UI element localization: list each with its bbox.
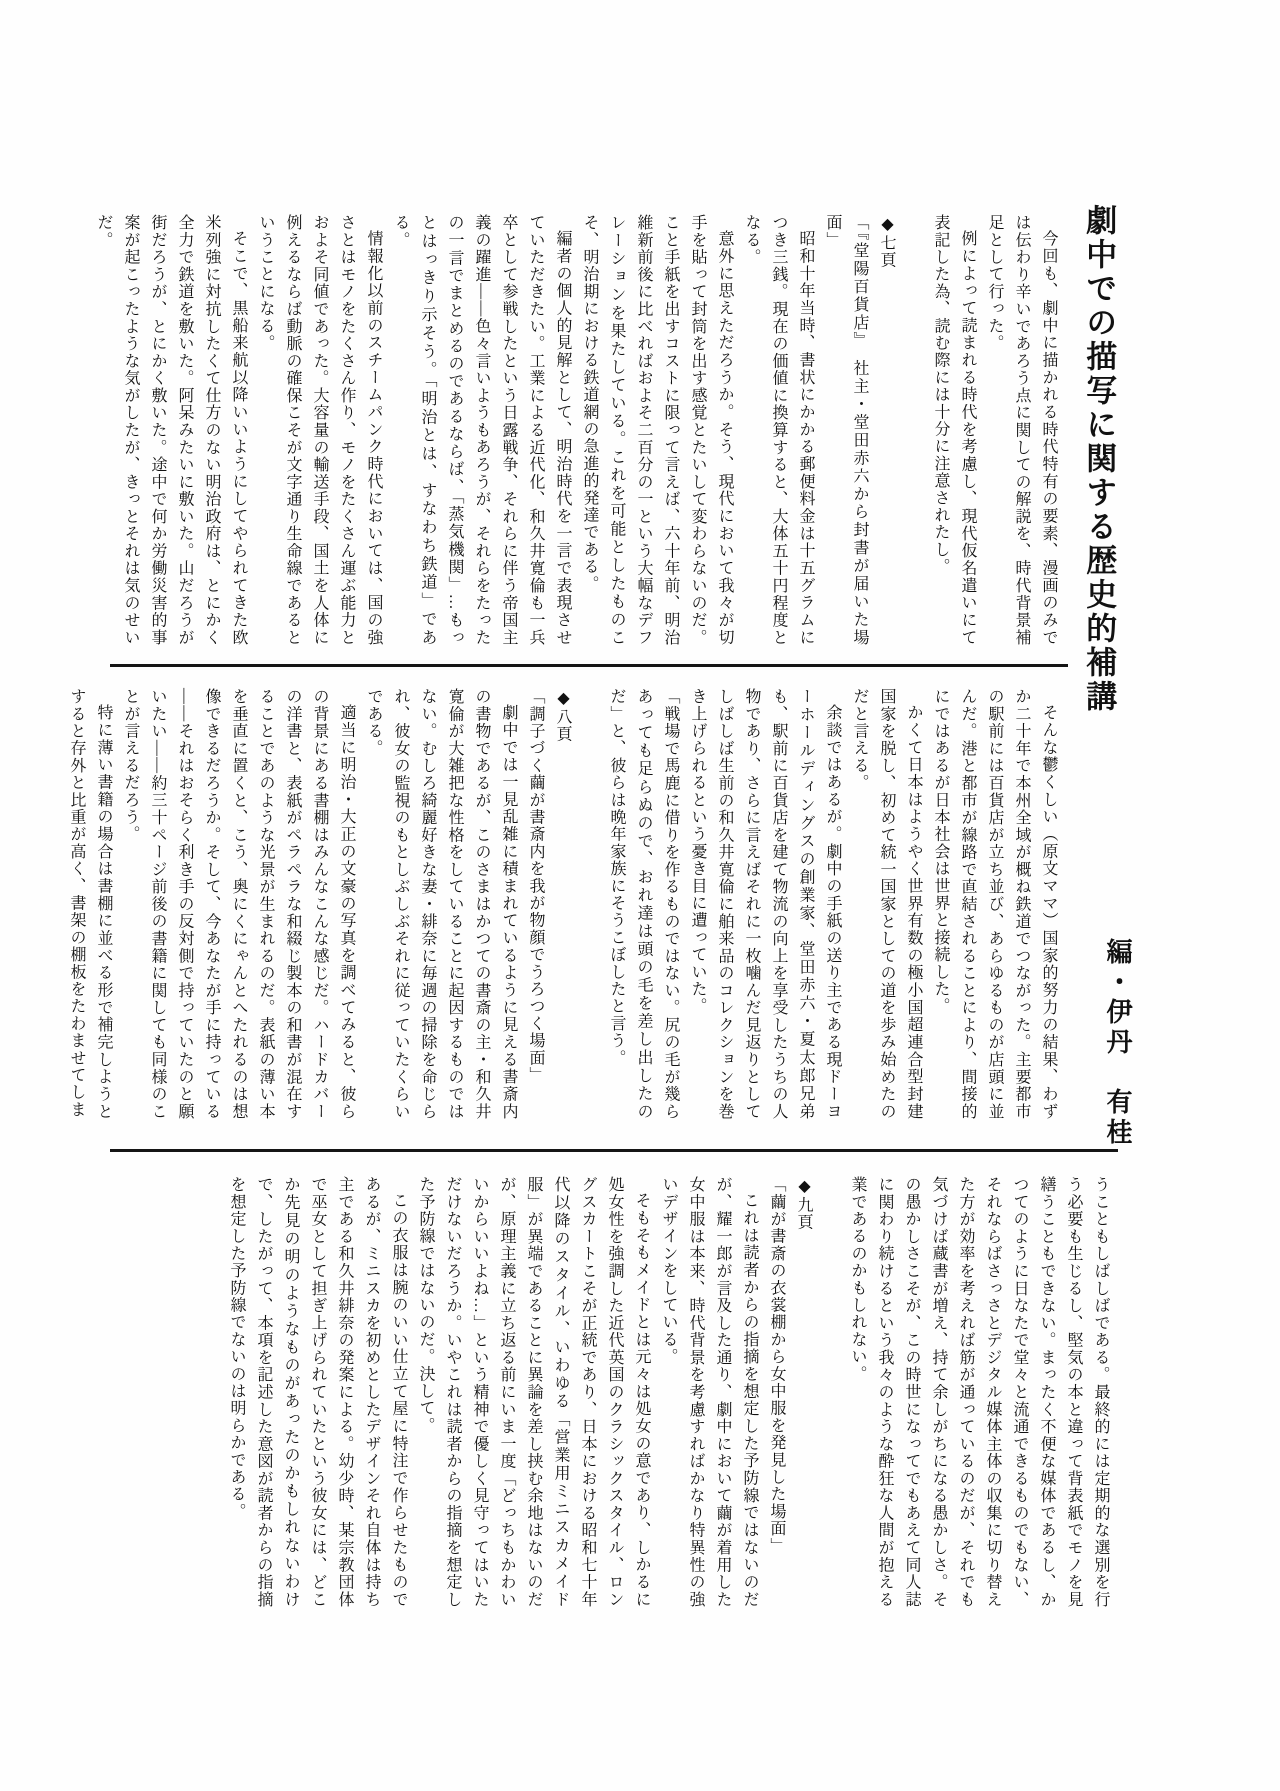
section-heading: 「繭が書斎の衣裳棚から女中服を発見した場面」 [768, 1176, 785, 1555]
paragraph: 意外に思えただろうか。そう、現代において我々が切手を貼って封筒を出す感覚とたいして変わらないのだ。こと手紙を出すコストに限って言えば、六十年前、明治維新前後に比べればおよそ二百分の一という大幅なデフレーションを果たしている。これを可能としたものこそ、明治期における鉄道網の急進的発達である。 [581, 214, 733, 646]
paragraph: そこで、黒船来航以降いいようにしてやられてきた欧米列強に対抗したくて仕方のない明治政府は、とにかく全力で鉄道を敷いた。阿呆みたいに敷いた。山だろうが街だろうが、とにかく敷いた。途中で何か労働災害的事案が起こったような気がしたが、きっとそれは気のせいだ。 [95, 214, 247, 646]
section-heading: ◆九頁 [795, 1176, 812, 1231]
paragraph: これは読者からの指摘を想定した予防線ではないのだが、耀一郎が言及した通り、劇中において繭が着用した女中服は本来、時代背景を考慮すればかなり特異性の強いデザインをしている。 [660, 1176, 758, 1608]
paragraph: 「戦場で馬鹿に借りを作るものではない。尻の毛が幾らあっても足らぬので、おれ達は頭の毛を差し出したのだ」と、彼らは晩年家族にそうこぼしたと言う。 [608, 688, 679, 1120]
text-band-top [90, 214, 1062, 646]
column-gap [576, 688, 603, 1120]
paragraph: かくて日本はようやく世界有数の極小国超連合型封建国家を脱し、初めて統一国家としての道を歩み始めたのだと言える。 [851, 688, 922, 1120]
section-heading: 「調子づく繭が書斎内を我が物顔でうろつく場面」 [527, 688, 544, 1084]
paragraph: 情報化以前のスチームパンク時代においては、国の強さとはモノをたくさん作り、モノをたくさん運ぶ能力とおよそ同値であった。大容量の輸送手段、国土を人体に例えるならば動脈の確保こそが文字通り生命線であるということになる。 [257, 214, 382, 646]
page-title: 劇中での描写に関する歴史的補講 [1081, 204, 1117, 714]
column-gap [900, 214, 927, 646]
section-divider-2 [110, 1149, 1118, 1152]
paragraph: 例によって読まれる時代を考慮し、現代仮名遣いにて表記した為、読む際には十分に注意されたし。 [932, 214, 976, 646]
paragraph: 劇中では一見乱雑に積まれているように見える書斎内の書物であるが、このさまはかつての書斎の主・和久井寛倫が大雑把な性格をしていることに起因するものではない。むしろ綺麗好きな妻・緋奈に毎週の掃除を命じられ、彼女の監視のもとしぶしぶそれに従っていたくらいである。 [365, 688, 517, 1120]
section-heading: ◆八頁 [554, 688, 571, 743]
paragraph: 今回も、劇中に描かれる時代特有の要素、漫画のみでは伝わり辛いであろう点に関しての解説を、時代背景補足として行った。 [986, 214, 1057, 646]
paragraph: 編者の個人的見解として、明治時代を一言で表現させていただきたい。工業による近代化、和久井寛倫も一兵卒として参戦したという日露戦争、それらに伴う帝国主義の躍進――色々言いようもあろうが、それらをたったの一言でまとめるのであるならば、「蒸気機関」…もっとはっきり示そう。「明治とは、すなわち鉄道」である。 [392, 214, 571, 646]
section-heading: 「『堂陽百貨店』 社主・堂田赤六から封書が届いた場面」 [824, 214, 868, 646]
paragraph: 特に薄い書籍の場合は書棚に並べる形で補完しようとすると存外と比重が高く、書架の棚板をたわませてしま [68, 688, 112, 1120]
paragraph: そんな鬱くしい（原文ママ）国家的努力の結果、わずか二十年で本州全域が概ね鉄道でつながった。主要都市の駅前には百貨店が立ち並び、あらゆるものが店頭に並んだ。港と都市が線路で直結されることにより、間接的にではあるが日本社会は世界と接続した。 [932, 688, 1057, 1120]
paragraph: そもそもメイドとは元々は処女の意であり、しかるに処女性を強調した近代英国のクラシックスタイル、ロングスカートこそが正統であり、日本における昭和七十年代以降のスタイル、いわゆる「営業用ミニスカメイド服」が異端であることに異論を差し挟む余地はないのだが、原理主義に立ち返る前にいま一度「どっちもかわいいからいいよね…」という精神で優しく見守ってはいただけないだろうか。いやこれは読者からの指摘を想定した予防線ではないのだ。決して。 [417, 1176, 650, 1608]
column-gap [817, 1176, 844, 1608]
text-band-bottom [223, 1176, 1114, 1608]
author-credit: 編・伊丹 有桂 [1103, 938, 1132, 1148]
paragraph: 適当に明治・大正の文豪の写真を調べてみると、彼らの背景にある書棚はみんなこんな感じだ。ハードカバーの洋書と、表紙がペラペラな和綴じ製本の和書が混在することであのような光景が生まれるのだ。表紙の薄い本を垂直に置くと、こう、奥にくにゃんとへたれるのは想像できるだろうか。そして、今あなたが手に持っている――それはおそらく利き手の反対側で持っていたのと願いたい――約三十ページ前後の書籍に関しても同様のことが言えるだろう。 [122, 688, 355, 1120]
paragraph: この衣服は腕のいい仕立て屋に特注で作らせたものであるが、ミニスカを初めとしたデザインそれ自体は持ち主である和久井緋奈の発案による。幼少時、某宗教団体で巫女として担ぎ上げられていたという彼女には、どこか先見の明のようなものがあったのかもしれないわけで、したがって、本項を記述した意図が読者からの指摘を想定した予防線でないのは明らかである。 [228, 1176, 407, 1608]
text-band-middle [63, 688, 1062, 1120]
paragraph: 余談ではあるが。劇中の手紙の送り主である現ドーヨーホールディングスの創業家、堂田赤六・夏太郎兄弟も、駅前に百貨店を建て物流の向上を享受したうちの人物であり、さらに言えばそれに一枚噛んだ見返りとしてしばしば生前の和久井寛倫に舶来品のコレクションを巻き上げられるという憂き目に遭っていた。 [689, 688, 841, 1120]
paragraph: 昭和十年当時、書状にかかる郵便料金は十五グラムにつき三銭。現在の価値に換算すると、大体五十円程度となる。 [743, 214, 814, 646]
paragraph: うこともしばしばである。最終的には定期的な選別を行う必要も生じるし、堅気の本と違って背表紙でモノを見繕うこともできない。まったく不便な媒体であるし、かつてのように日なたで堂々と流通できるものでもない、それならばさっさとデジタル媒体主体の収集に切り替えた方が効率を考えれば筋が通っているのだが、それでも気づけば蔵書が増え、持て余しがちになる愚かしさ。その愚かしさこそが、この時世になってでもあえて同人誌に関わり続けるという我々のような酔狂な人間が抱える業であるのかもしれない。 [849, 1176, 1109, 1608]
section-heading: ◆七頁 [878, 214, 895, 269]
section-divider-1 [110, 664, 1068, 667]
